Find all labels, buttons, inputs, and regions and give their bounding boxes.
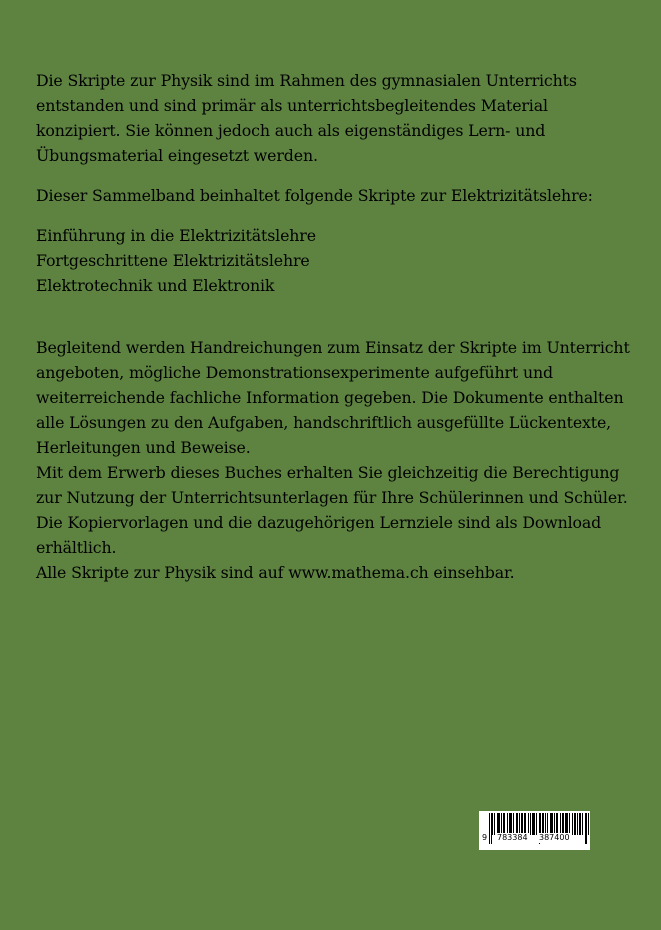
barcode-bar — [551, 813, 552, 835]
barcode-digits-right: 387400 — [539, 833, 570, 842]
website-paragraph: Alle Skripte zur Physik sind auf www.mathema.ch einsehbar. — [36, 563, 515, 582]
barcode-bar — [547, 813, 548, 835]
barcode-digits-left: 783384 — [497, 833, 528, 842]
barcode-bar — [498, 813, 499, 835]
barcode-bar — [507, 813, 508, 835]
barcode-bar — [562, 813, 563, 835]
barcode-bar — [522, 813, 523, 835]
barcode-bar — [563, 813, 564, 835]
barcode-bar — [534, 813, 535, 835]
barcode-bar — [567, 813, 568, 835]
barcode-bar — [560, 813, 561, 835]
barcode-bar — [566, 813, 567, 835]
barcode-digit-first: 9 — [482, 833, 488, 842]
barcode-bar — [528, 813, 529, 835]
barcode-bar — [554, 813, 555, 835]
barcode-bar — [533, 813, 534, 835]
barcode-bar — [580, 813, 581, 835]
barcode-bar — [574, 813, 575, 835]
intro-paragraph: Die Skripte zur Physik sind im Rahmen des gymnasialen Unterrichts entstanden und sind primär als unterrichtsbegleitendes Material konzipiert. Sie können jedoch auch als eigenständiges Lern- und Übungsmaterial eingesetzt werden. — [36, 71, 577, 165]
barcode-bar — [575, 813, 576, 835]
barcode-bar — [579, 813, 580, 835]
barcode-bar — [519, 813, 520, 835]
scripts-list — [36, 223, 636, 298]
barcode-bar — [588, 813, 589, 835]
barcode-bar — [536, 813, 537, 835]
barcode-bar — [497, 813, 498, 835]
barcode-bar — [542, 813, 543, 835]
barcode-bar — [582, 813, 583, 835]
barcode-bar — [510, 813, 511, 835]
barcode-bar — [511, 813, 512, 835]
barcode-bar — [565, 813, 566, 835]
barcode-bar — [552, 813, 553, 835]
barcode-bar — [545, 813, 546, 835]
list-item: Elektrotechnik und Elektronik — [36, 276, 275, 295]
barcode-digits — [479, 833, 590, 845]
barcode-bar — [516, 813, 517, 835]
barcode-bar — [521, 813, 522, 835]
isbn-barcode — [479, 811, 590, 850]
barcode-bar — [557, 813, 558, 835]
barcode-bar — [517, 813, 518, 835]
barcode-bar — [569, 813, 570, 835]
barcode-bar — [501, 813, 502, 835]
barcode-bar — [503, 813, 504, 835]
barcode-bar — [525, 813, 526, 835]
handouts-paragraph: Begleitend werden Handreichungen zum Einsatz der Skripte im Unterricht angeboten, mögliche Demonstrationsexperimente aufgeführt und weiterreichende fachliche Information gegeben. Die Dokumente enthalten alle Lösungen zu den Aufgaben, handschriftlich ausgefüllte Lückentexte, Herleitungen und Beweise. — [36, 338, 630, 457]
barcode-bar — [494, 813, 495, 835]
barcode-bar — [513, 813, 514, 835]
barcode-bar — [550, 813, 551, 835]
barcode-bar — [504, 813, 505, 835]
barcode-bar — [540, 813, 541, 835]
list-item: Einführung in die Elektrizitätslehre — [36, 226, 316, 245]
barcode-bar — [543, 813, 544, 835]
license-paragraph: Mit dem Erwerb dieses Buches erhalten Sie gleichzeitig die Berechtigung zur Nutzung der Unterrichtsunterlagen für Ihre Schülerinnen und Schüler. Die Kopiervorlagen und die dazugehörigen Lernziele sind als Download erhältlich. — [36, 463, 628, 557]
barcode-bar — [492, 813, 493, 835]
collection-intro-paragraph: Dieser Sammelband beinhaltet folgende Skripte zur Elektrizitätslehre: — [36, 186, 593, 205]
back-cover-text — [36, 68, 636, 585]
barcode-bar — [556, 813, 557, 835]
barcode-bar — [577, 813, 578, 835]
barcode-bar — [532, 813, 533, 835]
barcode-bar — [509, 813, 510, 835]
barcode-bar — [572, 813, 573, 835]
barcode-bar — [499, 813, 500, 835]
barcode-bar — [530, 813, 531, 835]
barcode-bar — [524, 813, 525, 835]
list-item: Fortgeschrittene Elektrizitätslehre — [36, 251, 310, 270]
